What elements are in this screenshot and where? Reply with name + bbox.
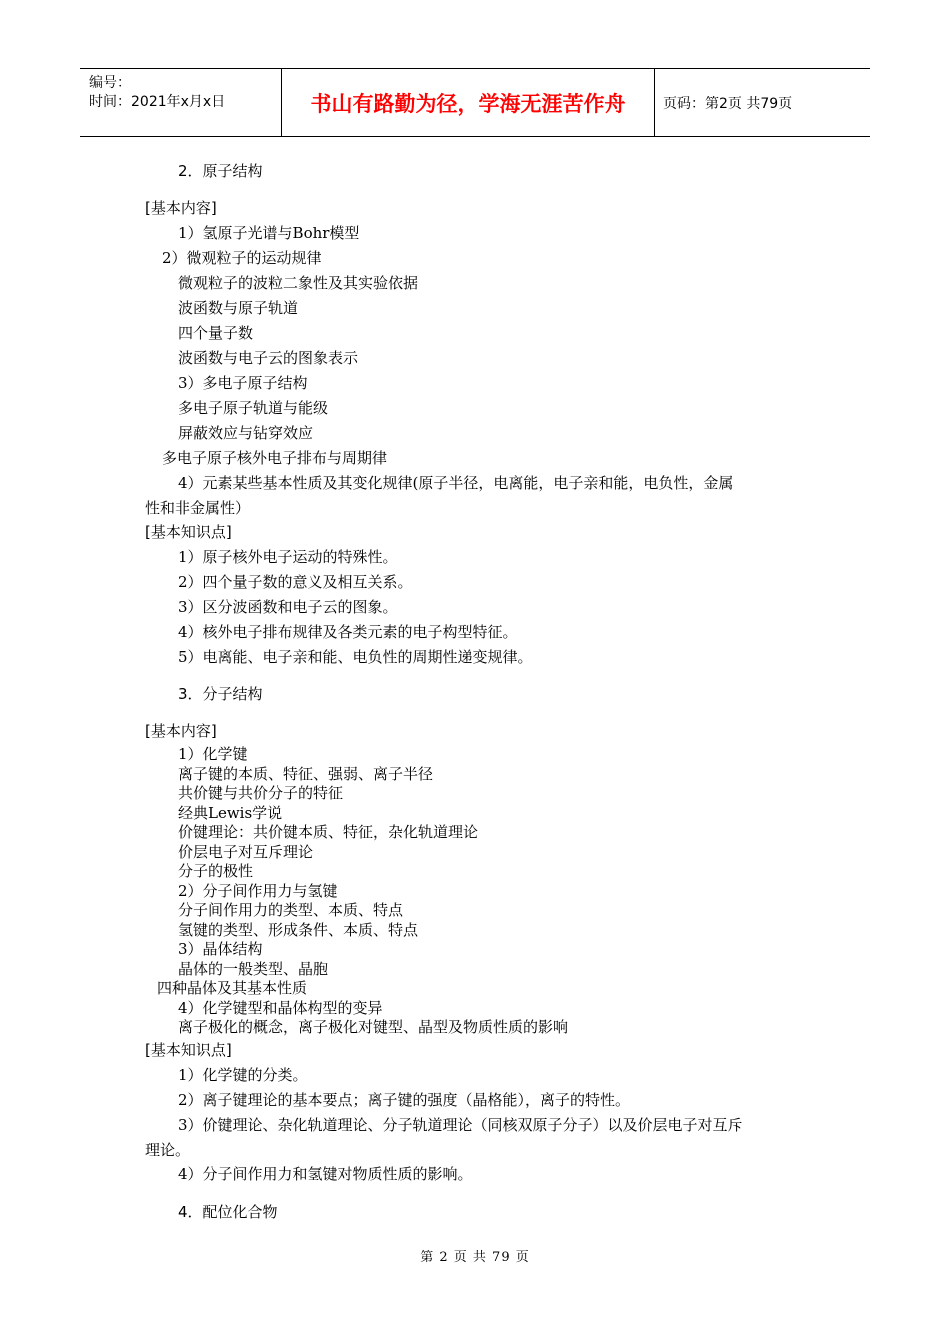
time-label: 时间：2021年x月x日 xyxy=(89,94,226,110)
content-line: 性和非金属性） xyxy=(145,499,251,517)
content-line: 分子间作用力的类型、本质、特点 xyxy=(178,901,404,919)
content-line: 价层电子对互斥理论 xyxy=(178,843,314,861)
content-line: 四种晶体及其基本性质 xyxy=(157,979,308,997)
knowledge-line: 1）原子核外电子运动的特殊性。 xyxy=(178,548,398,566)
page-footer: 第 2 页 共 79 页 xyxy=(420,1250,530,1265)
content-line: 3）晶体结构 xyxy=(178,940,263,958)
section-title: 4．配位化合物 xyxy=(178,1203,278,1221)
page-header xyxy=(80,68,870,137)
section-label: [基本内容] xyxy=(145,199,217,217)
content-line: 离子键的本质、特征、强弱、离子半径 xyxy=(178,765,434,783)
knowledge-line: 4）核外电子排布规律及各类元素的电子构型特征。 xyxy=(178,623,518,641)
content-line: 1）氢原子光谱与Bohr模型 xyxy=(178,224,360,242)
section-title: 2．原子结构 xyxy=(178,162,263,180)
content-line: 4）元素某些基本性质及其变化规律(原子半径，电离能，电子亲和能，电负性，金属 xyxy=(178,474,734,492)
content-line: 多电子原子核外电子排布与周期律 xyxy=(162,449,388,467)
section-label: [基本内容] xyxy=(145,722,217,740)
content-line: 波函数与电子云的图象表示 xyxy=(178,349,359,367)
content-line: 2）微观粒子的运动规律 xyxy=(162,249,322,267)
content-line: 共价键与共价分子的特征 xyxy=(178,784,344,802)
content-line: 经典Lewis学说 xyxy=(178,804,283,822)
content-line: 波函数与原子轨道 xyxy=(178,299,299,317)
knowledge-line: 1）化学键的分类。 xyxy=(178,1066,308,1084)
header-page-info: 页码：第2页 共79页 xyxy=(663,95,793,112)
content-line: 3）多电子原子结构 xyxy=(178,374,308,392)
content-line: 多电子原子轨道与能级 xyxy=(178,399,329,417)
content-line: 四个量子数 xyxy=(178,324,254,342)
section-title: 3．分子结构 xyxy=(178,685,263,703)
knowledge-line: 4）分子间作用力和氢键对物质性质的影响。 xyxy=(178,1165,473,1183)
content-line: 2）分子间作用力与氢键 xyxy=(178,882,338,900)
knowledge-line: 理论。 xyxy=(145,1141,191,1159)
knowledge-line: 5）电离能、电子亲和能、电负性的周期性递变规律。 xyxy=(178,648,533,666)
content-line: 离子极化的概念，离子极化对键型、晶型及物质性质的影响 xyxy=(178,1018,569,1036)
content-line: 屏蔽效应与钻穿效应 xyxy=(178,424,314,442)
content-line: 微观粒子的波粒二象性及其实验依据 xyxy=(178,274,419,292)
content-line: 氢键的类型、形成条件、本质、特点 xyxy=(178,921,419,939)
header-motto: 书山有路勤为径，学海无涯苦作舟 xyxy=(281,69,655,136)
header-meta xyxy=(80,69,281,136)
content-line: 4）化学键型和晶体构型的变异 xyxy=(178,999,383,1017)
content-line: 1）化学键 xyxy=(178,745,248,763)
knowledge-line: 3）区分波函数和电子云的图象。 xyxy=(178,598,398,616)
content-line: 价键理论：共价键本质、特征，杂化轨道理论 xyxy=(178,823,479,841)
knowledge-line: 2）四个量子数的意义及相互关系。 xyxy=(178,573,413,591)
content-line: 分子的极性 xyxy=(178,862,254,880)
section-label: [基本知识点] xyxy=(145,1041,232,1059)
content-line: 晶体的一般类型、晶胞 xyxy=(178,960,329,978)
section-label: [基本知识点] xyxy=(145,523,232,541)
number-label: 编号： xyxy=(89,75,131,91)
knowledge-line: 2）离子键理论的基本要点；离子键的强度（晶格能），离子的特性。 xyxy=(178,1091,631,1109)
knowledge-line: 3）价键理论、杂化轨道理论、分子轨道理论（同核双原子分子）以及价层电子对互斥 xyxy=(178,1116,743,1134)
